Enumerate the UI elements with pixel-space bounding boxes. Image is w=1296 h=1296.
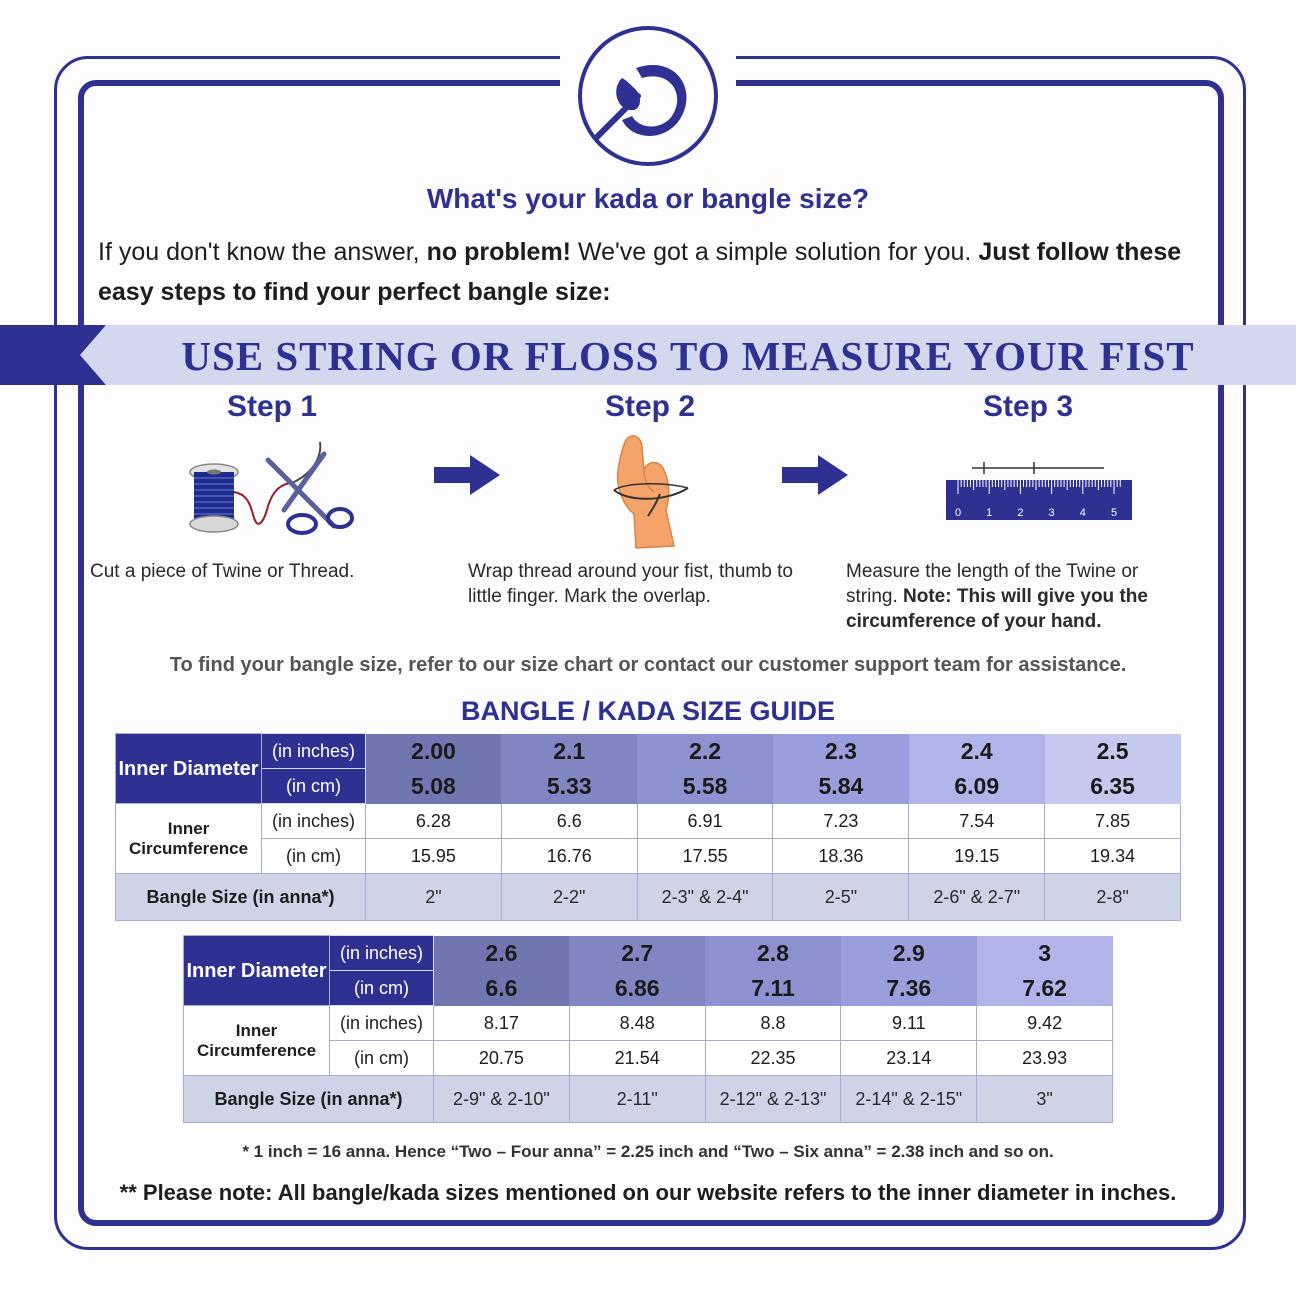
- ruler-number: 1: [986, 507, 993, 519]
- diameter-cm-cell: 5.33: [501, 769, 637, 804]
- diameter-cm-cell: 6.86: [569, 971, 705, 1006]
- ruler-number: 2: [1017, 507, 1024, 519]
- diameter-inches-cell: 2.4: [909, 734, 1045, 769]
- step-1-heading: Step 1: [226, 390, 318, 423]
- arrow-right-icon: [782, 455, 848, 495]
- bangle-size-cell: 2": [366, 874, 502, 921]
- step-1-description: Cut a piece of Twine or Thread.: [90, 561, 355, 582]
- circumference-cm-cell: 19.15: [909, 839, 1045, 874]
- circumference-inches-cell: 7.23: [773, 804, 909, 839]
- diameter-cm-cell: 5.08: [366, 769, 502, 804]
- banner-heading: USE STRING OR FLOSS TO MEASURE YOUR FIST: [181, 333, 1195, 379]
- circumference-inches-cell: 8.48: [569, 1006, 705, 1041]
- arrow-right-icon: [434, 455, 500, 495]
- bangle-size-cell: 2-3" & 2-4": [637, 874, 773, 921]
- circumference-cm-cell: 16.76: [501, 839, 637, 874]
- brand-logo: [578, 26, 718, 166]
- thread-scissors-icon: [184, 432, 360, 548]
- size-table-2: [183, 935, 1113, 1123]
- final-note-bold: inner diameter in inches.: [917, 1180, 1177, 1205]
- bangle-size-cell: 2-2": [501, 874, 637, 921]
- inner-circumference-label: Inner Circumference: [116, 804, 262, 874]
- circumference-inches-cell: 7.85: [1045, 804, 1181, 839]
- bangle-size-cell: 3": [977, 1076, 1113, 1123]
- circumference-cm-cell: 19.34: [1045, 839, 1181, 874]
- bangle-size-label: Bangle Size (in anna*): [184, 1076, 434, 1123]
- diameter-inches-cell: 2.2: [637, 734, 773, 769]
- diameter-inches-cell: 2.9: [841, 936, 977, 971]
- diameter-inches-cell: 2.8: [705, 936, 841, 971]
- intro-text: [98, 232, 1208, 312]
- diameter-inches-cell: 2.7: [569, 936, 705, 971]
- anna-footnote: * 1 inch = 16 anna. Hence “Two – Four anna” = 2.25 inch and “Two – Six anna” = 2.38 inch and so on.: [242, 1142, 1054, 1161]
- diameter-cm-cell: 5.84: [773, 769, 909, 804]
- size-chart-note: To find your bangle size, refer to our size chart or contact our customer support team for assistance.: [169, 654, 1127, 676]
- diameter-inches-cell: 3: [977, 936, 1113, 971]
- circumference-cm-cell: 17.55: [637, 839, 773, 874]
- diameter-inches-cell: 2.3: [773, 734, 909, 769]
- circumference-cm-cell: 23.93: [977, 1041, 1113, 1076]
- diameter-cm-cell: 7.36: [841, 971, 977, 1006]
- ruler-number: 0: [954, 507, 962, 519]
- circumference-inches-cell: 6.28: [366, 804, 502, 839]
- circumference-cm-cell: 23.14: [841, 1041, 977, 1076]
- bangle-size-cell: 2-14" & 2-15": [841, 1076, 977, 1123]
- step-2-heading: Step 2: [604, 390, 696, 423]
- unit-cm-label: (in cm): [330, 1041, 434, 1076]
- unit-inches-label: (in inches): [330, 936, 434, 971]
- bangle-size-cell: 2-11": [569, 1076, 705, 1123]
- circumference-cm-cell: 21.54: [569, 1041, 705, 1076]
- bangle-size-cell: 2-6" & 2-7": [909, 874, 1045, 921]
- unit-inches-label: (in inches): [330, 1006, 434, 1041]
- diameter-cm-cell: 6.09: [909, 769, 1045, 804]
- diameter-cm-cell: 7.62: [977, 971, 1113, 1006]
- circumference-inches-cell: 8.8: [705, 1006, 841, 1041]
- circumference-cm-cell: 18.36: [773, 839, 909, 874]
- diameter-inches-cell: 2.5: [1045, 734, 1181, 769]
- inner-diameter-label: Inner Diameter: [184, 936, 330, 1006]
- step-3-description: [846, 559, 1186, 634]
- diameter-cm-cell: 5.58: [637, 769, 773, 804]
- ruler-number: 5: [1110, 507, 1118, 519]
- ruler-number: 3: [1048, 507, 1055, 519]
- unit-cm-label: (in cm): [262, 769, 366, 804]
- diameter-inches-cell: 2.00: [366, 734, 502, 769]
- diameter-inches-cell: 2.6: [434, 936, 570, 971]
- step-2-description: Wrap thread around your fist, thumb to little finger. Mark the overlap.: [468, 561, 793, 607]
- ruler-number: 4: [1079, 507, 1086, 519]
- page-title: What's your kada or bangle size?: [426, 183, 870, 214]
- step-3-heading: Step 3: [982, 390, 1074, 423]
- size-guide-title: BANGLE / KADA SIZE GUIDE: [460, 696, 836, 726]
- step-3-note: Note: This will give you the circumference of your hand.: [846, 586, 1148, 632]
- diameter-inches-cell: 2.1: [501, 734, 637, 769]
- intro-bold: Just follow these easy steps to find your perfect bangle size:: [98, 238, 1182, 306]
- diameter-cm-cell: 6.6: [434, 971, 570, 1006]
- bangle-size-cell: 2-9" & 2-10": [434, 1076, 570, 1123]
- circumference-cm-cell: 15.95: [366, 839, 502, 874]
- bangle-size-cell: 2-8": [1045, 874, 1181, 921]
- circumference-inches-cell: 9.42: [977, 1006, 1113, 1041]
- inner-diameter-label: Inner Diameter: [116, 734, 262, 804]
- circumference-inches-cell: 6.6: [501, 804, 637, 839]
- unit-inches-label: (in inches): [262, 804, 366, 839]
- hand-thread-icon: [608, 430, 692, 550]
- size-table-1: [115, 733, 1181, 921]
- intro-bold: no problem!: [426, 238, 572, 266]
- intro-part: We've got a simple solution for you.: [571, 238, 979, 266]
- diameter-cm-cell: 6.35: [1045, 769, 1181, 804]
- bangle-size-cell: 2-12" & 2-13": [705, 1076, 841, 1123]
- unit-cm-label: (in cm): [330, 971, 434, 1006]
- unit-cm-label: (in cm): [262, 839, 366, 874]
- final-note-text: ** Please note: All bangle/kada sizes mentioned on our website refers to the: [119, 1180, 918, 1205]
- unit-inches-label: (in inches): [262, 734, 366, 769]
- bangle-size-cell: 2-5": [773, 874, 909, 921]
- bangle-logo-icon: [582, 30, 714, 162]
- ruler-icon: [944, 458, 1134, 522]
- final-note: [0, 1180, 1296, 1206]
- circumference-cm-cell: 20.75: [434, 1041, 570, 1076]
- circumference-inches-cell: 8.17: [434, 1006, 570, 1041]
- circumference-inches-cell: 7.54: [909, 804, 1045, 839]
- inner-circumference-label: Inner Circumference: [184, 1006, 330, 1076]
- bangle-size-label: Bangle Size (in anna*): [116, 874, 366, 921]
- intro-part: If you don't know the answer,: [98, 238, 427, 266]
- circumference-inches-cell: 6.91: [637, 804, 773, 839]
- circumference-cm-cell: 22.35: [705, 1041, 841, 1076]
- circumference-inches-cell: 9.11: [841, 1006, 977, 1041]
- step-3-text: Measure the length of the Twine or string.: [846, 561, 1139, 607]
- diameter-cm-cell: 7.11: [705, 971, 841, 1006]
